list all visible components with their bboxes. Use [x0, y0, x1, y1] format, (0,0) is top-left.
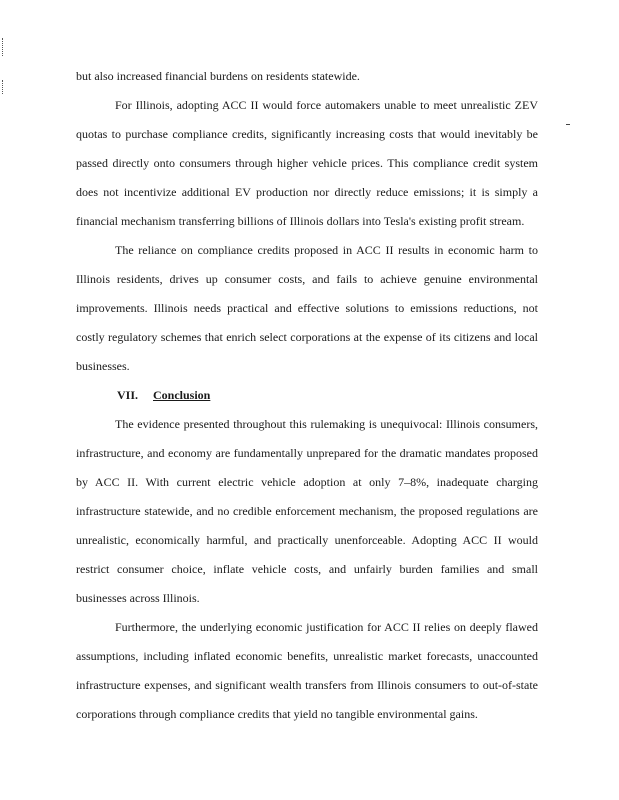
document-body [76, 62, 538, 729]
conclusion-paragraph: Furthermore, the underlying economic justification for ACC II relies on deeply flawed assumptions, including inflated economic benefits, unrealistic market forecasts, unaccounted infrastructure expenses, and significant wealth transfers from Illinois consumers to out-of-state corporations through compliance credits that yield no tangible environmental gains. [76, 620, 538, 721]
continuation-paragraph: but also increased financial burdens on residents statewide. [76, 69, 360, 83]
section-heading [76, 381, 538, 410]
body-paragraph: For Illinois, adopting ACC II would force automakers unable to meet unrealistic ZEV quotas to purchase compliance credits, significantly increasing costs that would inevitably be passed directly onto consumers through higher vehicle prices. This compliance credit system does not incentivize additional EV production nor directly reduce emissions; it is simply a financial mechanism transferring billions of Illinois dollars into Tesla's existing profit stream. [76, 98, 538, 228]
section-title: Conclusion [153, 388, 211, 402]
margin-marks [2, 38, 8, 98]
section-number: VII. [117, 388, 139, 402]
body-paragraph: The reliance on compliance credits proposed in ACC II results in economic harm to Illinois residents, drives up consumer costs, and fails to achieve genuine environmental improvements. Illinois needs practical and effective solutions to emissions reductions, not costly regulatory schemes that enrich select corporations at the expense of its citizens and local businesses. [76, 243, 538, 373]
margin-tick [2, 38, 5, 56]
conclusion-paragraph: The evidence presented throughout this rulemaking is unequivocal: Illinois consumers, infrastructure, and economy are fundamentally unprepared for the dramatic mandates proposed by ACC II. With current electric vehicle adoption at only 7–8%, inadequate charging infrastructure statewide, and no credible enforcement mechanism, the proposed regulations are unrealistic, economically harmful, and practically unenforceable. Adopting ACC II would restrict consumer choice, inflate vehicle costs, and unfairly burden families and small businesses across Illinois. [76, 417, 538, 605]
scan-speck [566, 124, 570, 125]
margin-tick [2, 80, 5, 94]
